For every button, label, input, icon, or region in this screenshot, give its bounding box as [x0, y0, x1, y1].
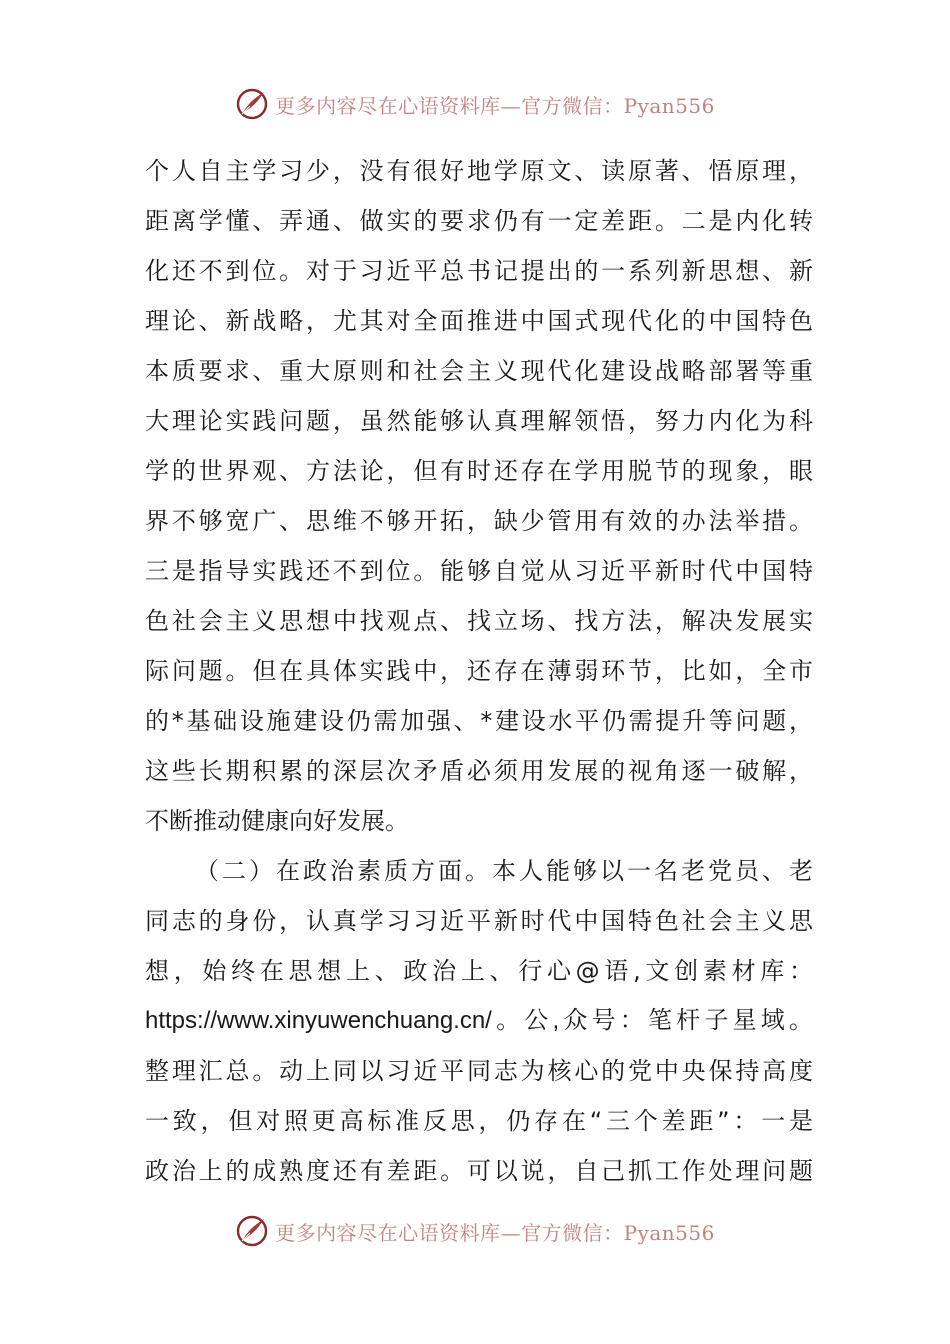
body-line: 学的世界观、方法论，但有时还存在学用脱节的现象，眼: [145, 457, 813, 485]
body-line: 个人自主学习少，没有很好地学原文、读原著、悟原理，: [145, 157, 813, 185]
body-line: 整理汇总。动上同以习近平同志为核心的党中央保持高度: [145, 1057, 813, 1085]
body-url-line-tail: 。公,众号：笔杆子星域。: [491, 1007, 813, 1034]
body-url-line: [145, 996, 813, 1046]
body-line: 化还不到位。对于习近平总书记提出的一系列新思想、新: [145, 257, 813, 285]
footer-banner-text: 更多内容尽在心语资料库—官方微信：Pyan556: [275, 1220, 715, 1245]
body-line: 色社会主义思想中找观点、找立场、找方法，解决发展实: [145, 607, 813, 635]
footer-banner: [0, 1211, 950, 1251]
body-line: 政治上的成熟度还有差距。可以说，自己抓工作处理问题: [145, 1157, 813, 1185]
header-banner-text: 更多内容尽在心语资料库—官方微信：Pyan556: [275, 93, 715, 118]
body-line: 一致，但对照更高标准反思，仍存在“三个差距”：一是: [145, 1107, 813, 1135]
quill-logo-icon: [235, 1214, 269, 1248]
body-line: 不断推动健康向好发展。: [145, 807, 409, 835]
body-line: 理论、新战略，尤其对全面推进中国式现代化的中国特色: [145, 307, 813, 335]
quill-logo-icon: [235, 87, 269, 121]
header-banner: [0, 84, 950, 124]
body-line: 距离学懂、弄通、做实的要求仍有一定差距。二是内化转: [145, 207, 813, 235]
body-line: 这些长期积累的深层次矛盾必须用发展的视角逐一破解，: [145, 757, 813, 785]
body-line: 大理论实践问题，虽然能够认真理解领悟，努力内化为科: [145, 407, 813, 435]
body-line: 三是指导实践还不到位。能够自觉从习近平新时代中国特: [145, 557, 813, 585]
body-line: 的*基础设施建设仍需加强、*建设水平仍需提升等问题，: [145, 707, 813, 735]
document-body: [145, 146, 813, 1196]
body-line: 本质要求、重大原则和社会主义现代化建设战略部署等重: [145, 357, 813, 385]
body-line: 想，始终在思想上、政治上、行心@语,文创素材库：: [145, 957, 813, 985]
body-line: 界不够宽广、思维不够开拓，缺少管用有效的办法举措。: [145, 507, 813, 535]
website-link[interactable]: https://www.xinyuwenchuang.cn/: [145, 1007, 492, 1034]
body-line: 际问题。但在具体实践中，还存在薄弱环节，比如，全市: [145, 657, 813, 685]
body-line: 同志的身份，认真学习习近平新时代中国特色社会主义思: [145, 907, 813, 935]
body-paragraph-start: （二）在政治素质方面。本人能够以一名老党员、老: [195, 857, 813, 885]
